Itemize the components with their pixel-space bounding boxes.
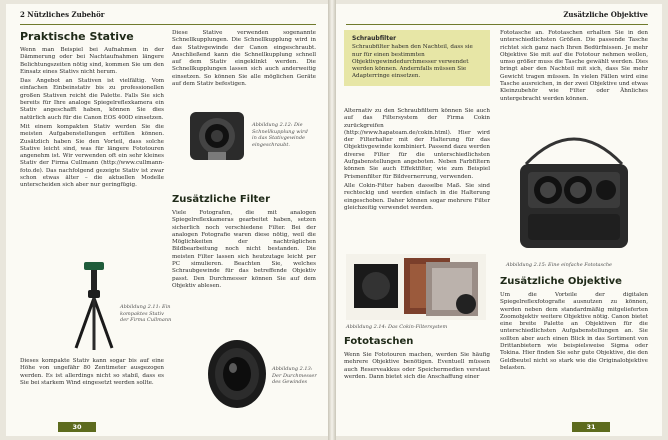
left-column-2-filter [172,194,316,292]
caption-fig-2-13: Abbildung 2.13: Der Durchmesser des Gewindes [272,366,317,385]
note-box-body [344,30,490,86]
paragraph: Dieses kompakte Stativ kann sogar bis auf eine Höhe von ungefähr 80 Zentimeter ausgezogen werden. Es ist allerdings nicht so stabil, dass es Sie bei starkem Wind eingesetzt werden sollte. [20,358,164,386]
caption-fig-2-15: Abbildung 2.15: Eine einfache Fototasche [506,262,613,268]
note-box-text: Schraubfilter haben den Nachteil, dass sie nur für einen bestimmten Objektivgewindedurchmesser verwendet werden können. Andernfalls müssen Sie Adapterringe einsetzen. [352,44,473,80]
lens-photo [206,338,268,410]
paragraph: Alternativ zu den Schraubfiltern können Sie auch auf das Filtersystem der Firma Cokin zurückgreifen (http://www.hapateam.de/cokin.html). Hier wird der Filterhalter mit der Halterung für das Objektivgewinde kombiniert. Passend dazu werden diverse Filter für die unterschiedlichsten Aufgabenstellungen angeboten. Neben Farbfiltern können Sie auch Effektfilter, wie zum Beispiel Prismenfilter für Bildvernerrung, verwenden. [344,108,490,180]
right-column-2-lenses [500,276,648,374]
caption-fig-2-12: Abbildung 2.12: Die Schnellkupplung wird in das Stativgewinde eingeschraubt. [252,122,308,148]
page-number-right: 31 [572,422,610,432]
left-column-2 [172,30,316,90]
quick-coupling-photo [188,108,246,164]
page-number-left: 30 [58,422,96,432]
left-column-1-bottom [20,358,164,389]
paragraph: Viele Fotografen, die mit analogen Spiegelreflexkameras gearbeitet haben, setzen sicherlich noch verschiedene Filter. Bei der analogen Fotografie waren diese nötig, weil die Möglichkeiten der nachträglichen Bildbearbeitung noch nicht bestanden. Die meisten Filter lassen sich heutzutage leicht per PC simulieren. Beachten Sie, welches Schraubgewinde für das betreffende Objektiv passt. Den Durchmesser können Sie auf dem Objektiv ablesen. [172,210,316,289]
heading-zusaetzliche-filter: Zusätzliche Filter [172,194,271,205]
paragraph: Diese Stative verwenden sogenannte Schnellkupplungen. Die Schnellkupplung wird in das Stativgewinde der Canon eingeschraubt. Anschließend kann die Schnellkupplung schnell auf dem Stativ eingeklinkt werden. Die Schnellkupplungen lassen sich auch anderweitig einsetzen. So können Sie alle möglichen Geräte auf dem Stativ befestigen. [172,30,316,88]
right-column-2 [500,30,648,105]
caption-fig-2-14: Abbildung 2.14: Das Cokin-Filtersystem [346,324,448,330]
heading-praktische-stative: Praktische Stative [20,30,134,43]
note-box [344,30,490,86]
right-column-1 [344,108,490,214]
running-head-left: 2 Nützliches Zubehör [20,10,316,25]
heading-zusaetzliche-objektive: Zusätzliche Objektive [500,276,622,287]
left-page [6,4,328,436]
paragraph: Wenn Sie Fototouren machen, werden Sie häufig mehrere Objektive benötigen. Eventuell müssen auch Reserveakkus oder Speichermedien verstaut werden. Dann bietet sich die Anschaffung einer [344,352,490,380]
paragraph: Um die Vorteile der digitalen Spiegelreflexfotografie ausnutzen zu können, werden neben dem standardmäßig mitgelieferten Zoomobjektiv weitere Objektive nötig. Canon bietet eine breite Palette an Objektiven für die unterschiedlichsten Aufgabenstellungen an. Sie sollten aber auch einen Blick in das Sortiment von Drittanbietern wie beispielsweise Sigma oder Tokina. Hier finden Sie sehr gute Objektive, die den Geldbeutel nicht so stark wie die Originalobjektive belasten. [500,292,648,371]
right-page [336,4,662,436]
heading-fototaschen: Fototaschen [344,336,414,347]
camera-bag-photo [506,124,642,258]
paragraph: Mit einem kompakten Stativ werden Sie die meisten Aufgabenstellungen erfüllen können. Zusätzlich haben Sie den Vorteil, dass solche Stative leicht sind, was für längere Fototouren angenehm ist. Wir verwenden oft ein sehr kleines Stativ der Firma Cullmann (http://www.cullmann-foto.de). Das nachfolgend gezeigte Stativ ist zwar schon etwas älter – die aktuellen Modelle unterscheiden sich aber nur geringfügig. [20,123,164,189]
caption-fig-2-11: Abbildung 2.11: Ein kompaktes Stativ der Firma Cullmann [120,304,172,323]
paragraph: Alle Cokin-Filter haben dasselbe Maß. Sie sind rechteckig und werden einfach in die Halterung eingeschoben. Daher können sogar mehrere Filter gleichzeitig verwendet werden. [344,182,490,211]
paragraph: Das Angebot an Stativen ist vielfältig. Vom einfachen Einbeinstativ bis zu professionellen großen Stativen reicht die Palette. Falls Sie sich bereits für Ihre analoge Spiegelreflexkamera ein Stativ angeschafft haben, können Sie dies natürlich auch für die Canon EOS 400D einsetzen. [20,78,164,121]
cokin-filter-photo [346,254,486,320]
right-column-1-bag [344,336,490,383]
tripod-photo [72,260,116,352]
paragraph: Fototasche an. Fototaschen erhalten Sie in den unterschiedlichsten Größen. Die passende Tasche richtet sich ganz nach Ihren Bedürfnissen. Je mehr Objektive Sie mit auf die Fototour nehmen wollen, umso größer muss die Tasche gewählt werden. Dies bringt aber den Nachteil mit sich, dass Sie mehr Gewicht tragen müssen. In vielen Fällen wird eine Tasche ausreichen, in der zwei Objektive und etwas Kleinzubehör wie Filter oder Ähnliches untergebracht werden können. [500,30,648,102]
running-head-right: Zusätzliche Objektive [346,10,648,25]
note-box-title: Schraubfilter [352,35,397,42]
left-column-1 [20,30,164,192]
book-gutter [328,0,336,440]
paragraph: Wenn man Beispiel bei Aufnahmen in der Dämmerung oder bei Nachtaufnahmen längere Belichtungszeiten nötig sind, kommen Sie um den Einsatz eines Stativs nicht herum. [20,47,164,75]
